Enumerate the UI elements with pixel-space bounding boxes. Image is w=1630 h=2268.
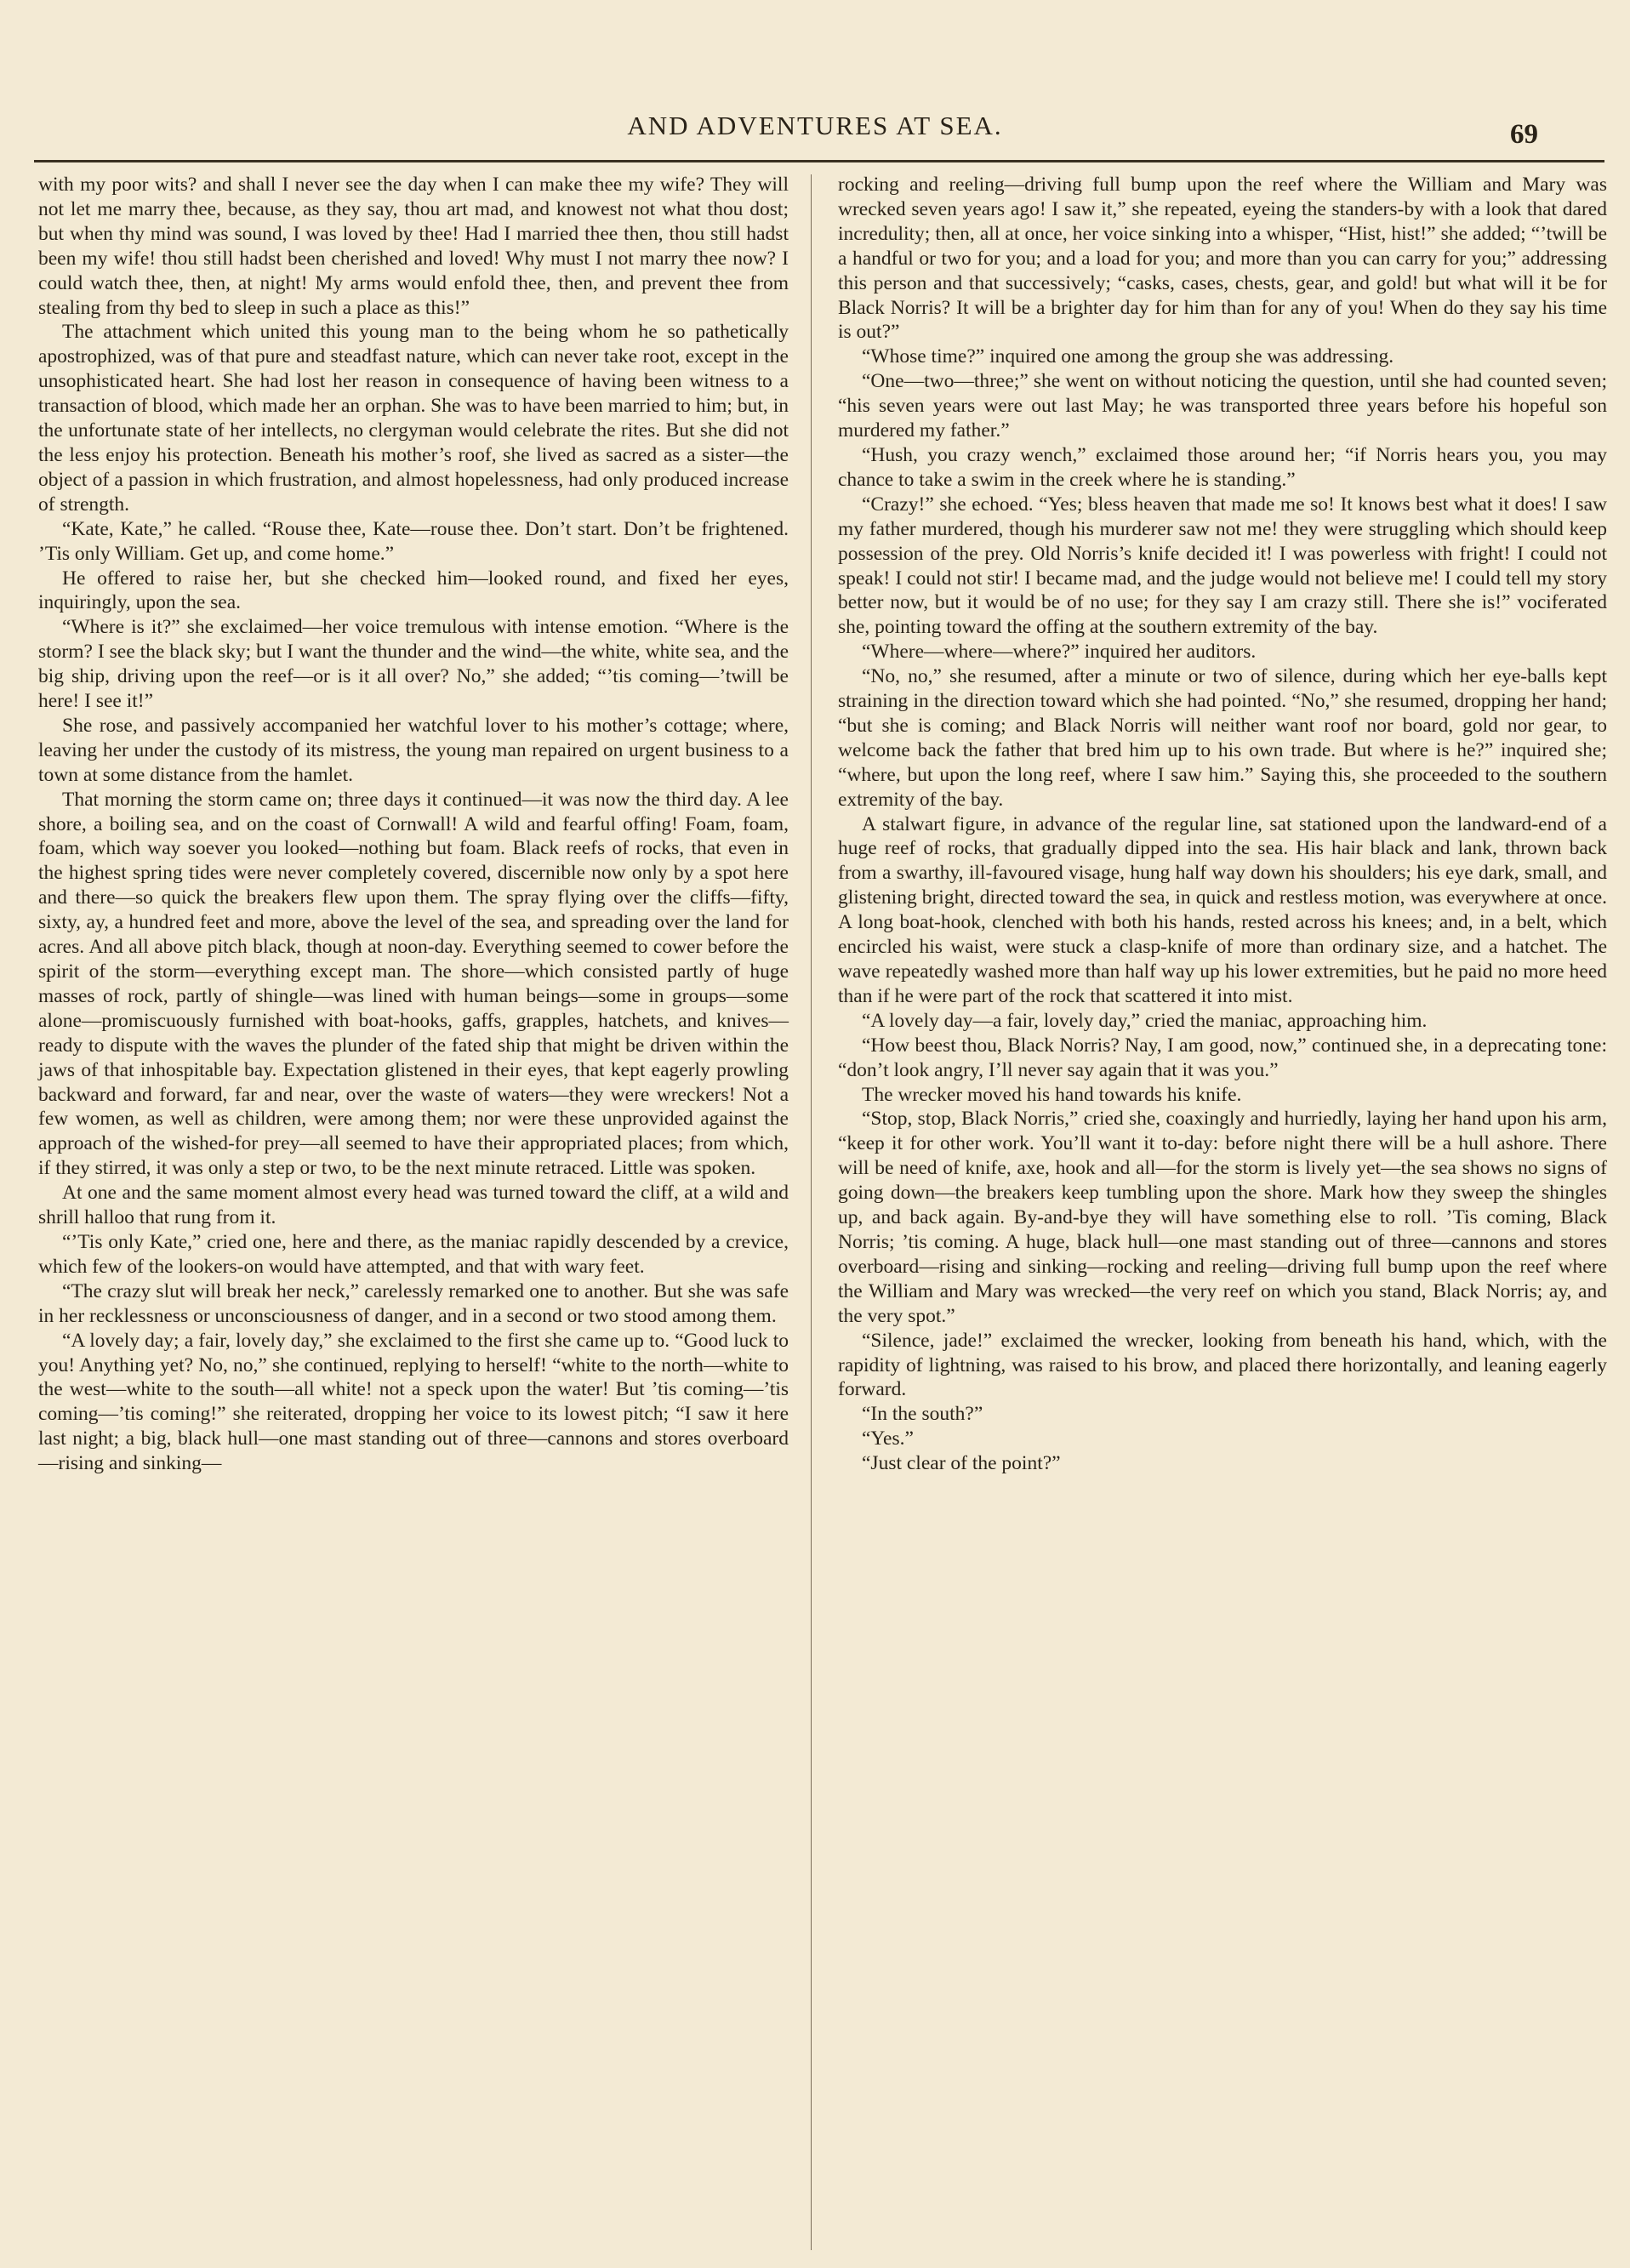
paragraph: “Where is it?” she exclaimed—her voice tremulous with intense emotion. “Where is the storm? I see the black sky; but I want the thunder and the wind—the white, white sea, and the big ship, driving upon the reef—or is it all over? No,” she added; “’tis coming—’twill be here! I see it!” [38,616,789,713]
paragraph: “’Tis only Kate,” cried one, here and there, as the maniac rapidly descended by a crevice, which few of the lookers-on would have attempted, and that with wary feet. [38,1230,789,1278]
page-number: 69 [1510,119,1538,150]
paragraph: “One—two—three;” she went on without noticing the question, until she had counted seven; “his seven years were out last May; he was transported three years before his hopeful son murdered my father.” [838,370,1607,442]
paragraph: “Hush, you crazy wench,” exclaimed those around her; “if Norris hears you, you may chance to take a swim in the creek where he is standing.” [838,443,1607,491]
paragraph: “A lovely day—a fair, lovely day,” cried the maniac, approaching him. [862,1009,1428,1032]
column-divider [811,174,812,2250]
paragraph: “Just clear of the point?” [862,1452,1061,1475]
paragraph: with my poor wits? and shall I never see the day when I can make thee my wife? They will not let me marry thee, because, as they say, thou art mad, and knowest not what thou dost; but when thy mind was sound, I was loved by thee! Had I married thee then, thou still hadst been my wife! thou still hadst been cherished and loved! Why must I not marry thee now? I could watch thee, then, at night! My arms would enfold thee, then, and prevent thee from stealing from thy bed to sleep in such a place as this!” [38,174,789,319]
paragraph: “Where—where—where?” inquired her auditors. [862,641,1257,664]
left-column [38,173,789,1476]
paragraph: The attachment which united this young man to the being whom he so pathetically apostrophized, was of that pure and steadfast nature, which can never take root, except in the unsophisticated heart. She had lost her reason in consequence of having been witness to a transaction of blood, which made her an orphan. She was to have been married to him; but, in the unfortunate state of her intellects, no clergyman would celebrate the rites. But she did not the less enjoy his protection. Beneath his mother’s roof, she lived as sacred as a sister—the object of a passion in which frustration, and almost hopelessness, had only produced increase of strength. [38,321,789,516]
right-column [838,173,1607,1476]
paragraph: The wrecker moved his hand towards his knife. [862,1083,1242,1106]
paragraph: “Whose time?” inquired one among the group she was addressing. [862,345,1394,368]
paragraph: “Yes.” [862,1427,914,1450]
header-rule [34,160,1604,162]
paragraph: She rose, and passively accompanied her watchful lover to his mother’s cottage; where, leaving her under the custody of its mistress, the young man repaired on urgent business to a town at some distance from the hamlet. [38,714,789,786]
paragraph: That morning the storm came on; three days it continued—it was now the third day. A lee shore, a boiling sea, and on the coast of Cornwall! A wild and fearful offing! Foam, foam, foam, which way soever you looked—nothing but foam. Black reefs of rocks, that even in the highest spring tides were never completely covered, discernible now only by a spot here and there—so quick the breakers flew upon them. The spray flying over the cliffs—fifty, sixty, ay, a hundred feet and more, above the level of the sea, and spreading over the land for acres. And all above pitch black, though at noon-day. Everything seemed to cower before the spirit of the storm—everything except man. The shore—which consisted partly of huge masses of rock, partly of shingle—was lined with human beings—some in groups—some alone—promiscuously furnished with boat-hooks, gaffs, grapples, hatchets, and knives—ready to dispute with the waves the plunder of the fated ship that might be driven within the jaws of that inhospitable bay. Expectation glistened in their eyes, that kept eagerly prowling backward and forward, far and near, over the waste of waters—they were wreckers! Not a few women, as well as children, were among them; nor were these unprovided against the approach of the wished-for prey—all seemed to have their appropriated places; from which, if they stirred, it was only a step or two, to be the next minute retraced. Little was spoken. [38,788,789,1180]
paragraph: “Silence, jade!” exclaimed the wrecker, looking from beneath his hand, which, with the rapidity of lightning, was raised to his brow, and placed there horizontally, and leaning eagerly forward. [838,1329,1607,1401]
paragraph: At one and the same moment almost every head was turned toward the cliff, at a wild and shrill halloo that rung from it. [38,1182,789,1229]
paragraph: A stalwart figure, in advance of the regular line, sat stationed upon the landward-end of a huge reef of rocks, that gradually dipped into the sea. His hair black and lank, thrown back from a swarthy, ill-favoured visage, hung half way down his shoulders; his eye dark, small, and glistening bright, directed toward the sea, in quick and restless motion, was everywhere at once. A long boat-hook, clenched with both his hands, rested across his knees; and, in a belt, which encircled his waist, were stuck a clasp-knife of more than ordinary size, and a hatchet. The wave repeatedly washed more than half way up his lower extremities, but he paid no more heed than if he were part of the rock that scattered it into mist. [838,812,1607,1007]
paragraph: rocking and reeling—driving full bump upon the reef where the William and Mary was wrecked seven years ago! I saw it,” she repeated, eyeing the standers-by with a look that dared incredulity; then, all at once, her voice sinking into a whisper, “Hist, hist!” she added; “’twill be a handful or two for you; and a load for you; and more than you can carry for you;” addressing this person and that successively; “casks, cases, chests, gear, and gold! but what will it be for Black Norris? It will be a brighter day for him than for any of you! When do they say his time is out?” [838,174,1607,344]
paragraph: “No, no,” she resumed, after a minute or two of silence, during which her eye-balls kept straining in the direction toward which she had pointed. “No,” she resumed, dropping her hand; “but she is coming; and Black Norris will neither want roof nor board, gold nor gear, to welcome back the father that bred him up to his own trade. But where is he?” inquired she; “where, but upon the long reef, where I saw him.” Saying this, she proceeded to the southern extremity of the bay. [838,665,1607,811]
paragraph: “How beest thou, Black Norris? Nay, I am good, now,” continued she, in a deprecating tone: “don’t look angry, I’ll never say again that it was you.” [838,1034,1607,1081]
paragraph: “Kate, Kate,” he called. “Rouse thee, Kate—rouse thee. Don’t start. Don’t be frightened. ’Tis only William. Get up, and come home.” [38,517,789,565]
paragraph: “In the south?” [862,1403,983,1426]
paragraph: He offered to raise her, but she checked him—looked round, and fixed her eyes, inquiringly, upon the sea. [38,567,789,614]
paragraph: “A lovely day; a fair, lovely day,” she exclaimed to the first she came up to. “Good luck to you! Anything yet? No, no,” she continued, replying to herself! “white to the north—white to the west—white to the south—all white! not a speck upon the water! But ’tis coming—’tis coming—’tis coming!” she reiterated, dropping her voice to its lowest pitch; “I saw it here last night; a big, black hull—one mast standing out of three—cannons and stores overboard—rising and sinking— [38,1329,789,1475]
paragraph: “The crazy slut will break her neck,” carelessly remarked one to another. But she was safe in her recklessness or unconsciousness of danger, and in a second or two stood among them. [38,1279,789,1327]
paragraph: “Crazy!” she echoed. “Yes; bless heaven that made me so! It knows best what it does! I saw my father murdered, though his murderer saw not me! they were struggling which should keep possession of the prey. Old Norris’s knife decided it! I was powerless with fright! I could not speak! I could not stir! I became mad, and the judge would not believe me! I could tell my story better now, but it would be of no use; for they say I am crazy still. There she is!” vociferated she, pointing toward the offing at the southern extremity of the bay. [838,493,1607,639]
running-title: AND ADVENTURES AT SEA. [627,111,1003,140]
paragraph: “Stop, stop, Black Norris,” cried she, coaxingly and hurriedly, laying her hand upon his arm, “keep it for other work. You’ll want it to-day: before night there will be a hull ashore. There will be need of knife, axe, hook and all—for the storm is lively yet—the sea shows no signs of going down—the breakers keep tumbling upon the shore. Mark how they sweep the shingles up, and back again. By-and-bye they will have something else to roll. ’Tis coming, Black Norris; ’tis coming. A huge, black hull—one mast standing out of three—cannons and stores overboard—rising and sinking—rocking and reeling—driving full bump upon the reef where the William and Mary was wrecked—the very reef on which you stand, Black Norris; ay, and the very spot.” [838,1108,1607,1327]
